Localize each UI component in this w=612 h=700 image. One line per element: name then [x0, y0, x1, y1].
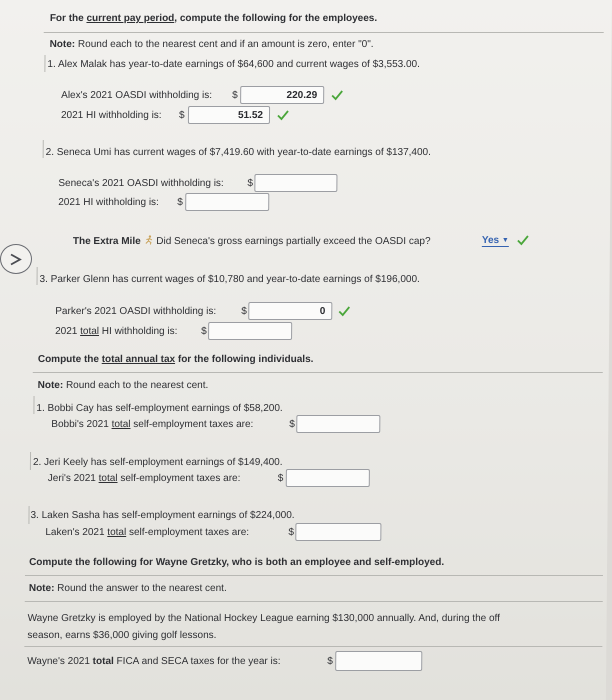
wayne-label: Wayne's 2021 total FICA and SECA taxes for the year is: [27, 656, 281, 667]
bobbi-taxes-input[interactable] [296, 415, 380, 433]
divider [44, 32, 604, 33]
parker-hi-label: 2021 total HI withholding is: [55, 326, 178, 337]
currency-symbol: $ [289, 419, 295, 430]
divider [33, 396, 34, 414]
running-figure-icon [143, 235, 153, 245]
currency-symbol: $ [277, 473, 284, 484]
chevron-right-icon [10, 253, 22, 266]
bobbi-text: 1. Bobbi Cay has self-employment earnings of $58,200. [36, 403, 283, 414]
q3-text: 3. Parker Glenn has current wages of $10,780 and year-to-date earnings of $196,000. [39, 274, 420, 285]
next-question-button[interactable] [0, 244, 32, 274]
wayne-description-line1: Wayne Gretzky is employed by the National Hockey League earning $130,000 annually. And, during the off [27, 613, 500, 624]
section1-heading: For the current pay period, compute the following for the employees. [49, 13, 378, 24]
check-icon [330, 88, 344, 102]
seneca-oasdi-input[interactable] [254, 174, 337, 192]
currency-symbol: $ [247, 178, 254, 189]
currency-symbol: $ [177, 197, 183, 208]
check-icon [516, 233, 530, 247]
section3-note: Note: Round the answer to the nearest cent. [28, 583, 227, 594]
wayne-fica-seca-input[interactable] [335, 651, 422, 671]
q2-text: 2. Seneca Umi has current wages of $7,419.60 with year-to-date earnings of $137,400. [45, 147, 431, 158]
laken-taxes-input[interactable] [295, 523, 381, 541]
section1-note: Note: Round each to the nearest cent and if an amount is zero, enter "0". [49, 39, 374, 50]
laken-label: Laken's 2021 total self-employment taxes are: [45, 527, 250, 538]
seneca-hi-input[interactable] [185, 193, 269, 211]
check-icon [337, 304, 351, 318]
divider [28, 506, 29, 524]
section3-heading: Compute the following for Wayne Gretzky, who is both an employee and self-employed. [29, 557, 445, 568]
alex-oasdi-input[interactable]: 220.29 [240, 86, 324, 104]
divider [33, 372, 603, 373]
section2-note: Note: Round each to the nearest cent. [37, 380, 209, 391]
seneca-oasdi-label: Seneca's 2021 OASDI withholding is: [58, 178, 224, 189]
parker-oasdi-label: Parker's 2021 OASDI withholding is: [55, 306, 217, 317]
parker-oasdi-input[interactable]: 0 [248, 302, 332, 320]
divider [25, 575, 603, 576]
extra-mile-dropdown[interactable]: Yes ▼ [481, 235, 509, 246]
parker-hi-input[interactable] [208, 322, 292, 340]
divider [25, 601, 603, 602]
check-icon [276, 108, 290, 122]
currency-symbol: $ [327, 656, 333, 667]
divider [37, 267, 38, 285]
currency-symbol: $ [241, 306, 247, 317]
alex-oasdi-label: Alex's 2021 OASDI withholding is: [61, 90, 213, 101]
caret-down-icon: ▼ [501, 237, 509, 244]
laken-text: 3. Laken Sasha has self-employment earnings of $224,000. [30, 510, 295, 521]
jeri-taxes-input[interactable] [286, 469, 370, 487]
alex-hi-label: 2021 HI withholding is: [60, 110, 162, 121]
divider [30, 452, 31, 470]
seneca-hi-label: 2021 HI withholding is: [58, 197, 159, 208]
jeri-label: Jeri's 2021 total self-employment taxes are: [47, 473, 241, 484]
q1-text: 1. Alex Malak has year-to-date earnings of $64,600 and current wages of $3,553.00. [47, 59, 420, 70]
extra-mile-question: The Extra Mile Did Seneca's gross earnings partially exceed the OASDI cap? [72, 236, 431, 247]
currency-symbol: $ [232, 90, 238, 101]
section2-heading: Compute the total annual tax for the following individuals. [37, 354, 314, 365]
divider [24, 646, 602, 647]
divider [44, 55, 45, 72]
alex-hi-input[interactable]: 51.52 [188, 106, 270, 124]
divider [43, 140, 44, 158]
jeri-text: 2. Jeri Keely has self-employment earnings of $149,400. [32, 457, 283, 468]
bobbi-label: Bobbi's 2021 total self-employment taxes are: [51, 419, 254, 430]
wayne-description-line2: season, earns $36,000 giving golf lessons. [27, 630, 217, 641]
currency-symbol: $ [201, 326, 207, 337]
currency-symbol: $ [178, 110, 185, 121]
currency-symbol: $ [288, 527, 294, 538]
